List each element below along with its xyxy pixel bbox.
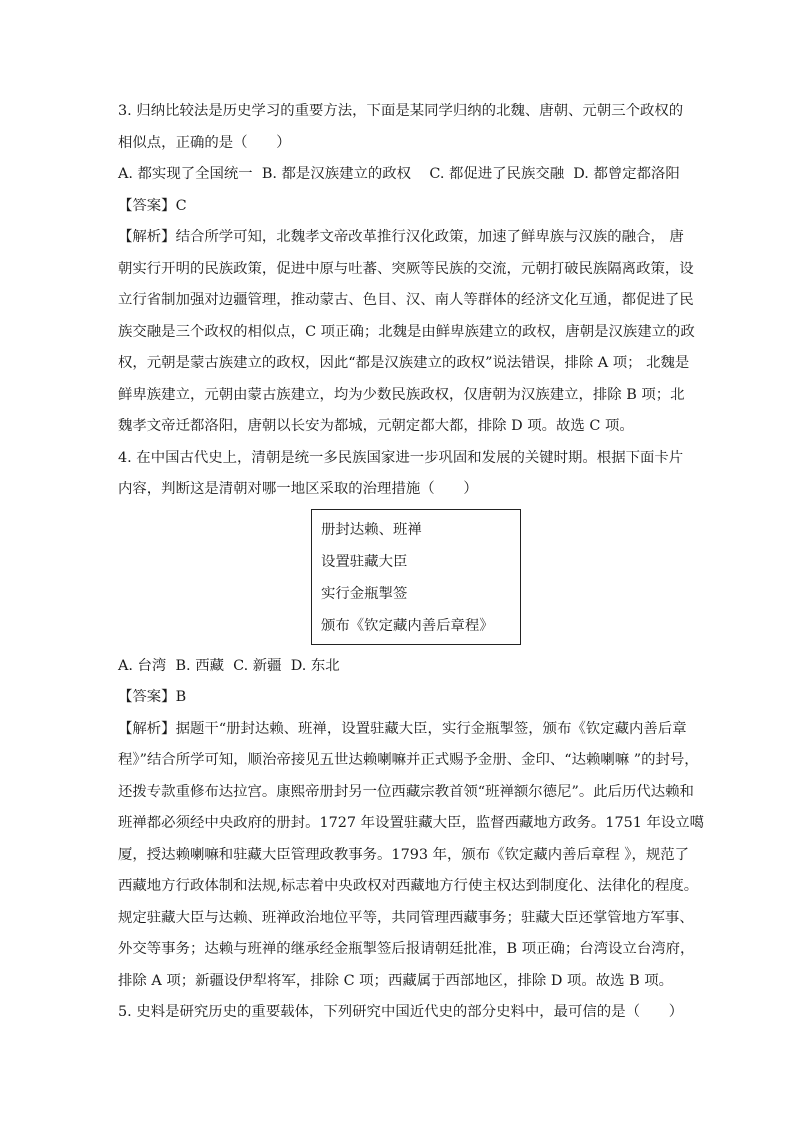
- q4-analysis-line-3: 还拨专款重修布达拉宫。康熙帝册封另一位西藏宗教首领“班禅额尔德尼”。此后历代达赖和: [118, 783, 694, 800]
- q4-answer: 【答案】B: [118, 689, 187, 705]
- question-4: [118, 443, 705, 998]
- q4-analysis-line-4: 班禅都必须经中央政府的册封。1727 年设置驻藏大臣，监督西藏地方政务。1751 年设立噶: [118, 815, 705, 831]
- q3-analysis-line-5: 权，元朝是蒙古族建立的政权，因此“都是汉族建立的政权”说法错误，排除 A 项； 北魏是: [118, 355, 690, 371]
- q4-analysis-line-6: 西藏地方行政体制和法规,标志着中央政权对西藏地方行使主权达到制度化、法律化的程度。: [118, 878, 699, 894]
- q3-options: A. 都实现了全国统一 B. 都是汉族建立的政权 C. 都促进了民族交融 D. 都曾定都洛阳: [118, 166, 680, 182]
- q4-analysis-line-8: 外交等事务；达赖与班禅的继承经金瓶掣签后报请朝廷批准，B 项正确；台湾设立台湾府，: [118, 941, 695, 957]
- document-page: [118, 96, 705, 1029]
- q4-analysis-line-2: 程》”结合所学可知，顺治帝接见五世达赖喇嘛并正式赐予金册、金印、“达赖喇嘛 ”的封号，: [118, 752, 699, 768]
- q4-card-item-2: 设置驻藏大臣: [321, 553, 408, 570]
- q3-analysis-line-3: 立行省制加强对边疆管理，推动蒙古、色目、汉、南人等群体的经济文化互通，都促进了民: [118, 292, 694, 308]
- q4-analysis-line-7: 规定驻藏大臣与达赖、班禅政治地位平等，共同管理西藏事务；驻藏大臣还掌管地方军事、: [118, 909, 694, 926]
- q3-analysis-line-2: 朝实行开明的民族政策，促进中原与吐蕃、突厥等民族的交流，元朝打破民族隔离政策，设: [118, 260, 694, 277]
- q4-options: A. 台湾 B. 西藏 C. 新疆 D. 东北: [118, 657, 340, 674]
- q4-info-card: [311, 509, 521, 645]
- q3-analysis-line-1: 【解析】结合所学可知，北魏孝文帝改革推行汉化政策，加速了鲜卑族与汉族的融合， 唐: [118, 229, 684, 245]
- q4-card-container: [118, 509, 678, 645]
- question-5: [118, 997, 684, 1029]
- q4-analysis-line-5: 厦，授达赖喇嘛和驻藏大臣管理政教事务。1793 年，颁布《钦定藏内善后章程 》，规范了: [118, 846, 690, 863]
- q4-analysis-line-9: 排除 A 项；新疆设伊犁将军，排除 C 项；西藏属于西部地区，排除 D 项。故选 B 项。: [118, 972, 674, 989]
- q4-card-item-3: 实行金瓶掣签: [321, 585, 408, 602]
- q3-stem-line-2: 相似点，正确的是（ ）: [118, 134, 291, 151]
- q3-stem-line-1: 3. 归纳比较法是历史学习的重要方法，下面是某同学归纳的北魏、唐朝、元朝三个政权的: [118, 103, 684, 119]
- q4-card-item-1: 册封达赖、班禅: [321, 521, 422, 538]
- q3-answer: 【答案】C: [118, 197, 187, 214]
- q3-analysis-line-4: 族交融是三个政权的相似点，C 项正确；北魏是由鲜卑族建立的政权，唐朝是汉族建立的政: [118, 323, 695, 340]
- q4-card-item-4: 颁布《钦定藏内善后章程》: [321, 617, 494, 634]
- question-3: [118, 96, 695, 443]
- q5-stem-line-1: 5. 史料是研究历史的重要载体，下列研究中国近代史的部分史料中，最可信的是（ ）: [118, 1004, 684, 1020]
- q4-stem-line-1: 4. 在中国古代史上，清朝是统一多民族国家进一步巩固和发展的关键时期。根据下面卡片: [118, 449, 684, 466]
- q3-analysis-line-6: 鲜卑族建立，元朝由蒙古族建立，均为少数民族政权，仅唐朝为汉族建立，排除 B 项；北: [118, 386, 685, 403]
- q3-analysis-line-7: 魏孝文帝迁都洛阳，唐朝以长安为都城，元朝定都大都，排除 D 项。故选 C 项。: [118, 418, 634, 434]
- q4-analysis-line-1: 【解析】据题干“册封达赖、班禅，设置驻藏大臣，实行金瓶掣签，颁布《钦定藏内善后章: [118, 720, 687, 737]
- q4-stem-line-2: 内容，判断这是清朝对哪一地区采取的治理措施（ ）: [118, 481, 478, 497]
